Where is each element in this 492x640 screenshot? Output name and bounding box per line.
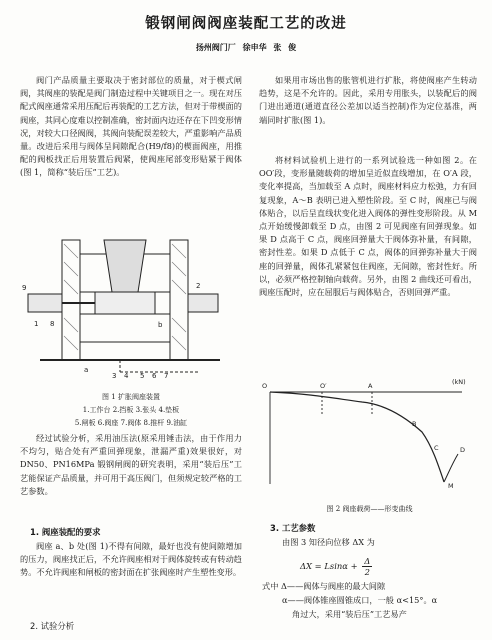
- right-para2: [259, 154, 477, 299]
- fig1-gate: [104, 240, 146, 292]
- fig1-label-1: 1: [34, 320, 39, 328]
- formula: [300, 556, 372, 577]
- fig2-label-o: O: [262, 382, 268, 390]
- fig2-label-b: B: [412, 420, 417, 428]
- fig1-plate: [188, 294, 218, 312]
- fig1-cylinder: [28, 294, 62, 312]
- section-1-heading: 1. 阀座装配的要求: [30, 527, 101, 537]
- fig2-label-m: M: [448, 482, 454, 490]
- left-intro-text: 阀门产品质量主要取决于密封部位的质量，对于楔式闸阀，其阀座的装配是阀门制造过程中关键项目之一。现在对压配式阀座通常采用压配后再装配的工艺方法，但对于带楔面的阀座，其同心度难以控制准确，密封面内边还存在下凹变形情况，对较大口径阀阀，其阀向装配误差较大，严重影响产品质量。改进后采用与阀体呈间隙配合(H9/f8)的楔面阀座，用推配的阀板找正后用装置后阀紧，使阀座尾部变形贴紧于阀体(图 1，简称“装后压”工艺)。: [20, 75, 242, 178]
- fig2-unload-curve: [444, 454, 458, 482]
- section-1-text: 阀座 a、b 处(图 1)不得有间隙，最好也没有使间隙增加的压力，阀座找正后，不允许阀座相对于阀体旋转或有转动趋势。不允许阀座和闸板的密封面在扩张阀座时产生塑性变形。: [20, 541, 242, 578]
- fig2-label-d: D: [460, 446, 466, 454]
- fig2-unit: (kN): [452, 378, 466, 386]
- figure-1-legend-1: 1.工作台 2.挡板 3.张头 4.垫板: [82, 406, 180, 414]
- fig1-label-8: 8: [50, 320, 55, 328]
- fig1-label-5: 5: [140, 372, 145, 380]
- section-3-heading: 3. 工艺参数: [270, 523, 316, 533]
- fig2-label-c: C: [434, 444, 439, 452]
- figure-1-drawing: [20, 232, 242, 382]
- formula-denominator: 2: [364, 567, 370, 577]
- formula-lhs: ΔX = Lsinα +: [300, 561, 358, 571]
- right-intro: [259, 74, 477, 127]
- article-title: 锻钢闸阀阀座装配工艺的改进: [145, 16, 347, 32]
- fig2-label-o-prime: O′: [320, 382, 327, 390]
- fig2-label-a: A: [368, 382, 373, 390]
- article-authors: 扬州阀门厂 徐申华 张 俊: [195, 43, 297, 52]
- fig1-label-6: 6: [152, 372, 157, 380]
- formula-fraction: [362, 556, 372, 577]
- section-1-body: [20, 540, 242, 580]
- fig1-label-7: 7: [164, 372, 169, 380]
- formula-numerator: Δ: [364, 556, 371, 566]
- section-3-text: 由图 3 知径向位移 ΔX 为: [282, 537, 375, 547]
- fig1-label-2: 2: [196, 282, 201, 290]
- where-line-3: 角过大，采用“装后压”工艺易产: [292, 609, 407, 619]
- fig1-label-b: b: [158, 321, 163, 329]
- left-para2-text: 经过试验分析，采用油压法(原采用锤击法，由于作用力不均匀，贴合处有严重回弹现象，泄漏严重)效果很好，对 DN50、PN16MPa 锻钢闸阀的研究表明，采用“装后压”工艺能保证产品质量，并可用于高压阀门，但须规定较严格的工艺参数。: [20, 433, 242, 496]
- left-intro: [20, 74, 242, 180]
- where-line-1: 式中 Δ——阀体与阀座的最大间隙: [262, 581, 386, 591]
- fig1-body-left: [62, 240, 80, 360]
- figure-2-caption: 图 2 阀座载荷——形变曲线: [326, 505, 413, 513]
- figure-1-legend-2: 5.闸板 6.阀座 7.阀体 8.推杆 9.油缸: [74, 419, 188, 427]
- fig1-label-4: 4: [124, 372, 129, 380]
- right-para2-text: 将材料试验机上进行的一系列试验选一种如图 2。在 OO′段，变形量随载荷的增加呈近似直线增加，在 O′A 段，变化率提高，当加载至 A 点时，阀座材料应力松弛，力有回复现象，A～B 表明已进入塑性阶段。至 C 时，阀座已与阀体贴合，以后呈直线状变化进入阀体的弹性变形阶段。从 M 点开始缓慢卸载至 D 点，由图 2 可见阀座有回弹现象。如果 D 点高于 C 点，阀座回弹量大于阀体弥补量，有间隙，密封性差。如果 D 点低于 C 点，阀体的回弹弥补量大于阀座的回弹量，阀体孔紧紧包住阀座，无间隙，密封性好。所以，必须严格控制轴向载荷。另外，由图 2 曲线还可看出，阀座压配时，应在屈服后与阀体贴合，否则回弹严重。: [259, 155, 477, 298]
- fig1-seat: [95, 292, 155, 314]
- fig1-label-3: 3: [112, 372, 117, 380]
- right-intro-text: 如果用市场出售的胀管机进行扩胀，将使阀座产生转动趋势，这是不允许的。因此，采用专用胀头，以装配后的阀门进出通道(通道直径公差加以适当控制)作为定位基准，两端同时扩胀(图 1)。: [259, 75, 477, 125]
- fig1-body-right: [170, 240, 188, 360]
- where-line-2: α——阀体锥座圆锥成口，一般 α<15°。α: [282, 595, 438, 605]
- figure-2-chart: [262, 374, 477, 494]
- left-para2: [20, 432, 242, 498]
- fig1-label-a: a: [84, 366, 89, 374]
- section-2-heading: 2. 试验分析: [30, 621, 75, 631]
- fig2-load-curve: [270, 392, 444, 482]
- fig1-label-9: 9: [22, 284, 27, 292]
- figure-1-caption: 图 1 扩胀阀座装置: [102, 393, 160, 401]
